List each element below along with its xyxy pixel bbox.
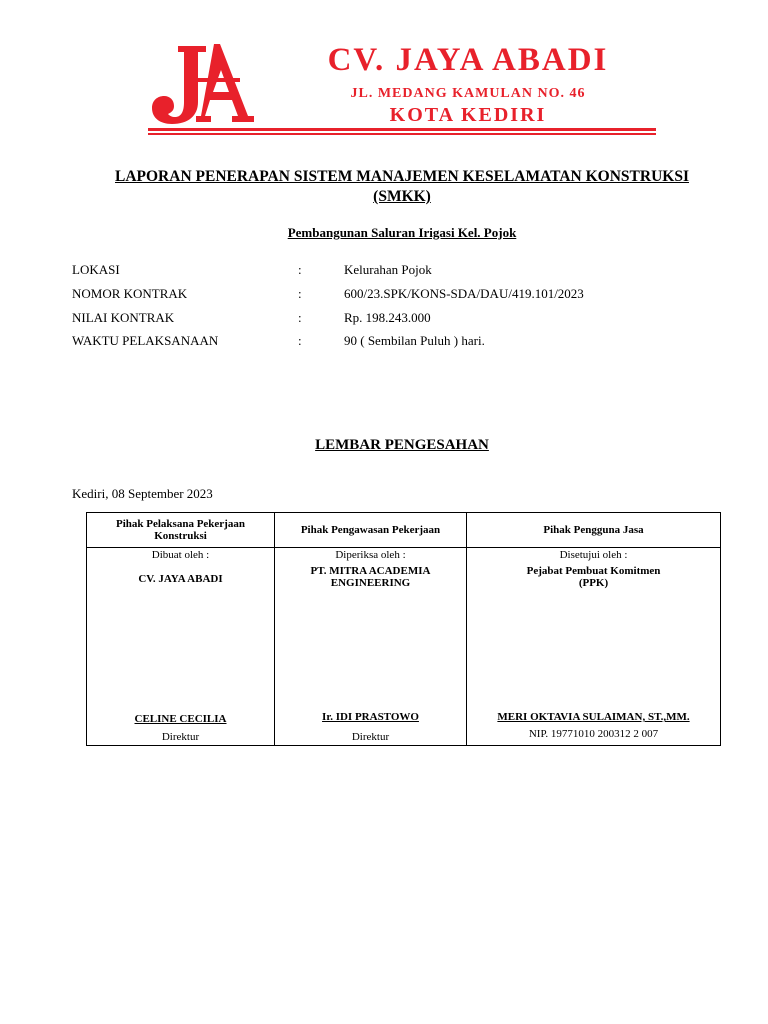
info-separator: : (298, 262, 302, 277)
report-title (60, 167, 744, 207)
company-logo (148, 40, 258, 126)
signature-role: Disetujui oleh : (559, 549, 628, 561)
report-title-line2: (SMKK) (373, 188, 431, 205)
project-title: Pembangunan Saluran Irigasi Kel. Pojok (287, 225, 517, 240)
signer-position: NIP. 19771010 200312 2 007 (528, 728, 659, 740)
letterhead (148, 40, 656, 138)
info-label: NILAI KONTRAK (72, 310, 175, 325)
info-row-nilai-kontrak (72, 310, 672, 328)
info-label: NOMOR KONTRAK (72, 286, 188, 301)
signer-position: Direktur (161, 731, 200, 743)
signer-name: Ir. IDI PRASTOWO (322, 711, 419, 723)
info-separator: : (298, 310, 302, 325)
letterhead-divider-thin (148, 133, 656, 135)
signature-cell-pengawasan (275, 548, 467, 746)
info-row-nomor-kontrak (72, 286, 672, 304)
report-title-line1: LAPORAN PENERAPAN SISTEM MANAJEMEN KESELAMATAN KONSTRUKSI (115, 168, 689, 185)
signer-position: Direktur (351, 731, 390, 743)
company-address: JL. MEDANG KAMULAN NO. 46 (350, 86, 586, 101)
signature-org: Pejabat Pembuat Komitmen (PPK) (526, 565, 661, 589)
place-date: Kediri, 08 September 2023 (72, 486, 213, 501)
signature-role: Dibuat oleh : (151, 549, 210, 561)
signature-cell-pelaksana (87, 548, 275, 746)
info-label: LOKASI (72, 262, 120, 277)
company-city: KOTA KEDIRI (389, 104, 547, 126)
approval-title: LEMBAR PENGESAHAN (315, 437, 489, 453)
signature-body-row (87, 548, 721, 746)
signer-name: CELINE CECILIA (134, 713, 227, 725)
info-row-lokasi (72, 262, 672, 280)
info-value: 90 ( Sembilan Puluh ) hari. (344, 333, 485, 348)
signature-role: Diperiksa oleh : (335, 549, 406, 561)
signer-name: MERI OKTAVIA SULAIMAN, ST.,MM. (497, 711, 690, 723)
signature-org: CV. JAYA ABADI (138, 573, 223, 585)
signature-table (86, 512, 721, 746)
info-row-waktu-pelaksanaan (72, 333, 672, 351)
header-pengawasan: Pihak Pengawasan Pekerjaan (275, 513, 467, 548)
info-value: Kelurahan Pojok (344, 262, 432, 277)
letterhead-divider (148, 128, 656, 131)
signature-cell-pengguna-jasa (467, 548, 721, 746)
signature-header-row (87, 513, 721, 548)
info-value: Rp. 198.243.000 (344, 310, 431, 325)
header-pengguna-jasa: Pihak Pengguna Jasa (467, 513, 721, 548)
info-separator: : (298, 333, 302, 348)
info-label: WAKTU PELAKSANAAN (72, 333, 219, 348)
info-separator: : (298, 286, 302, 301)
header-pelaksana: Pihak Pelaksana Pekerjaan Konstruksi (87, 513, 275, 548)
info-value: 600/23.SPK/KONS-SDA/DAU/419.101/2023 (344, 286, 584, 301)
company-name: CV. JAYA ABADI (327, 42, 609, 78)
signature-org: PT. MITRA ACADEMIA ENGINEERING (310, 565, 431, 589)
